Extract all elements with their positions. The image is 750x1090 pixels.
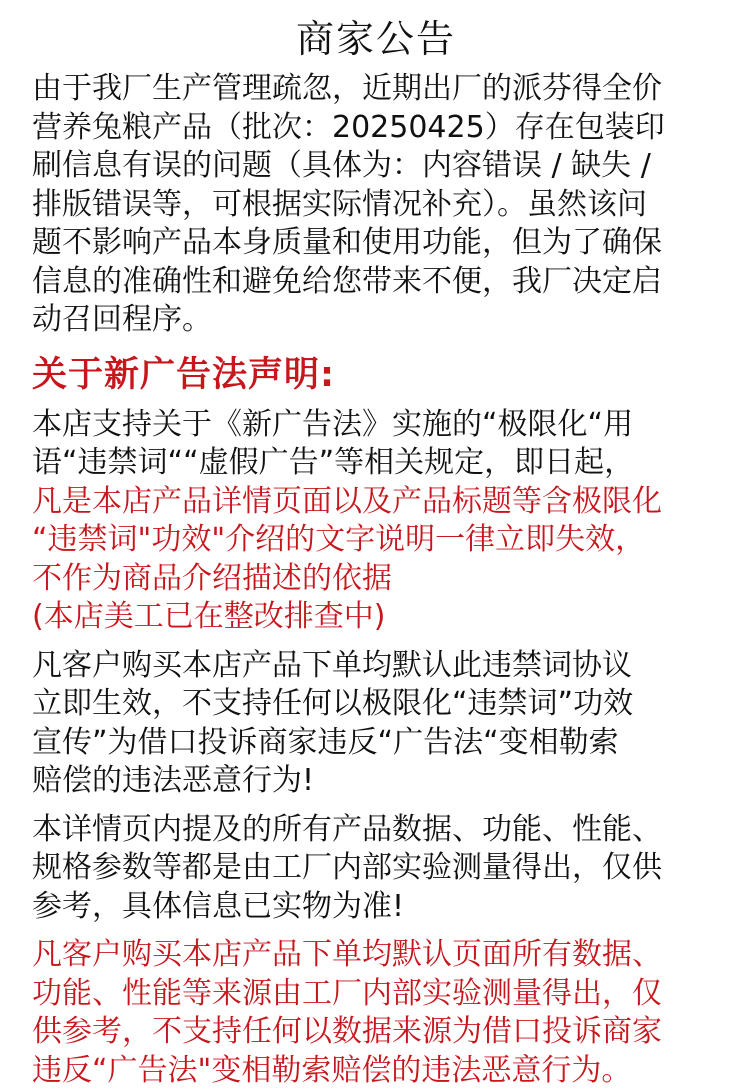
disclaimer-line: 规格参数等都是由工厂内部实验测量得出，仅供: [32, 850, 662, 885]
final-line: 违反“广告法"变相勒索赔偿的违法恶意行为。: [32, 1052, 632, 1088]
law-heading: 关于新广告法声明:: [32, 354, 335, 395]
data-disclaimer-paragraph: [32, 811, 720, 927]
law-line: 本店支持关于《新广告法》实施的“极限化“用: [32, 406, 634, 442]
notice-line: 刷信息有误的问题（具体为：内容错误 / 缺失 /: [32, 148, 651, 183]
notice-line: 动召回程序。: [32, 302, 212, 337]
final-line: 凡客户购买本店产品下单均默认页面所有数据、: [32, 937, 662, 972]
notice-line: 营养兔粮产品（批次：20250425）存在包装印: [32, 109, 665, 145]
agreement-paragraph: [32, 647, 720, 801]
notice-line: 题不影响产品本身质量和使用功能，但为了确保: [32, 225, 662, 260]
final-line: 功能、性能等来源由工厂内部实验测量得出，仅: [32, 975, 662, 1011]
final-statement-paragraph: [32, 936, 720, 1090]
law-statement-paragraph: [32, 406, 720, 637]
agreement-line: 立即生效，不支持任何以极限化“违禁词”功效: [32, 686, 634, 721]
agreement-line: 凡客户购买本店产品下单均默认此违禁词协议: [32, 647, 632, 683]
law-line: 语“违禁词““虚假广告”等相关规定，即日起，: [32, 445, 635, 480]
notice-line: 排版错误等，可根据实际情况补充）。虽然该问: [32, 186, 647, 222]
law-red-line: 不作为商品介绍描述的依据: [32, 560, 392, 596]
disclaimer-line: 参考，具体信息已实物为准!: [32, 888, 405, 924]
notice-line: 由于我厂生产管理疏忽，近期出厂的派芬得全价: [32, 71, 662, 106]
agreement-line: 赔偿的违法恶意行为!: [32, 763, 315, 798]
disclaimer-line: 本详情页内提及的所有产品数据、功能、性能、: [32, 811, 662, 847]
law-red-line: “违禁词"功效"介绍的文字说明一律立即失效，: [32, 522, 646, 557]
notice-paragraph: [32, 70, 720, 340]
agreement-line: 宣传”为借口投诉商家违反“广告法“变相勒索: [32, 724, 619, 760]
law-red-line: 凡是本店产品详情页面以及产品标题等含极限化: [32, 483, 662, 519]
page-title: 商家公告: [295, 17, 456, 61]
law-red-line: (本店美工已在整改排查中): [32, 599, 386, 634]
final-line: 供参考，不支持任何以数据来源为借口投诉商家: [32, 1014, 662, 1049]
notice-line: 信息的准确性和避免给您带来不便，我厂决定启: [32, 263, 662, 299]
